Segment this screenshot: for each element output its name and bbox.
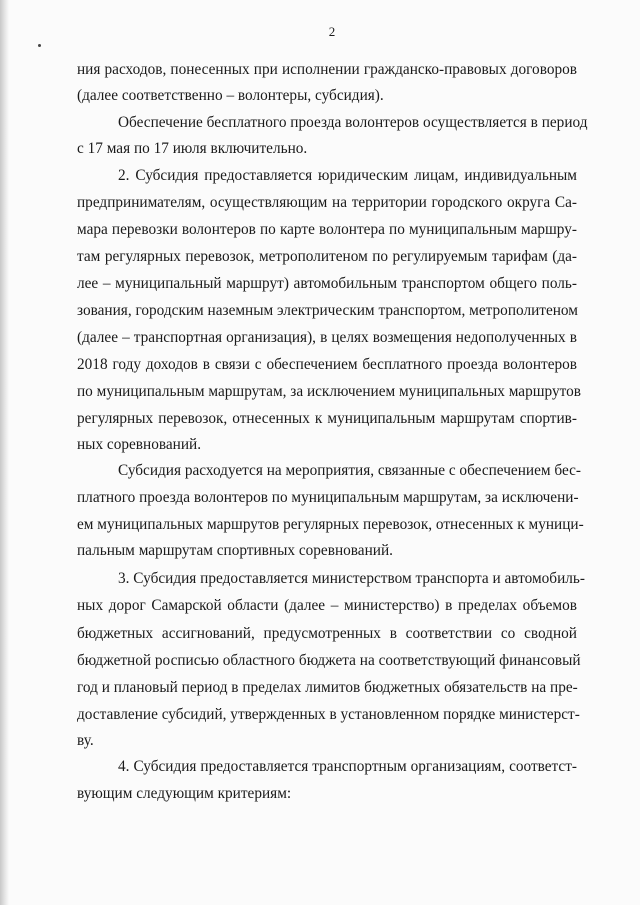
text-line: бюджетных ассигнований, предусмотренных в соответствии со сводной [77, 625, 577, 642]
scan-speck [38, 44, 41, 47]
text-line: ем муниципальных маршрутов регулярных перевозок, отнесенных к муници- [77, 516, 584, 533]
text-line: 3. Субсидия предоставляется министерством транспорта и автомобиль- [118, 570, 585, 587]
text-line: Субсидия расходуется на мероприятия, связанные с обеспечением бес- [118, 462, 581, 479]
text-line: год и плановый период в пределах лимитов бюджетных обязательств на пре- [77, 679, 578, 696]
text-line: (далее – транспортная организация), в целях возмещения недополученных в [77, 329, 577, 346]
text-line: там регулярных перевозок, метрополитеном по регулируемым тарифам (да- [77, 248, 577, 265]
text-line: с 17 мая по 17 июля включительно. [77, 140, 308, 157]
text-line: Обеспечение бесплатного проезда волонтеров осуществляется в период [118, 114, 588, 131]
page-number: 2 [328, 24, 336, 39]
text-line: 2. Субсидия предоставляется юридическим лицам, индивидуальным [118, 167, 577, 184]
text-line: 4. Субсидия предоставляется транспортным организациям, соответст- [118, 758, 577, 775]
text-line: лее – муниципальный маршрут) автомобильным транспортом общего поль- [77, 275, 577, 292]
text-line: (далее соответственно – волонтеры, субсидия). [77, 87, 384, 104]
text-line: по муниципальным маршрутам, за исключением муниципальных маршрутов [77, 383, 581, 400]
text-line: предпринимателям, осуществляющим на территории городского округа Са- [77, 194, 577, 211]
text-line: регулярных перевозок, отнесенных к муниципальным маршрутам спортив- [77, 410, 577, 427]
text-line: 2018 году доходов в связи с обеспечением бесплатного проезда волонтеров [77, 356, 577, 373]
scan-edge-shadow [0, 0, 9, 905]
text-line: ных соревнований. [77, 436, 202, 453]
text-line: ния расходов, понесенных при исполнении гражданско-правовых договоров [77, 61, 577, 78]
text-line: доставление субсидий, утвержденных в установленном порядке министерст- [77, 706, 580, 723]
text-line: вующим следующим критериям: [77, 785, 292, 802]
text-line: ных дорог Самарской области (далее – министерство) в пределах объемов [77, 597, 577, 614]
text-line: мара перевозки волонтеров по карте волонтера по муниципальным маршру- [77, 221, 577, 238]
text-line: ву. [77, 732, 94, 749]
text-line: зования, городским наземным электрическим транспортом, метрополитеном [77, 302, 578, 319]
text-line: пальным маршрутам спортивных соревнований. [77, 542, 393, 559]
text-line: платного проезда волонтеров по муниципальным маршрутам, за исключени- [77, 489, 579, 506]
text-line: бюджетной росписью областного бюджета на соответствующий финансовый [77, 652, 581, 669]
